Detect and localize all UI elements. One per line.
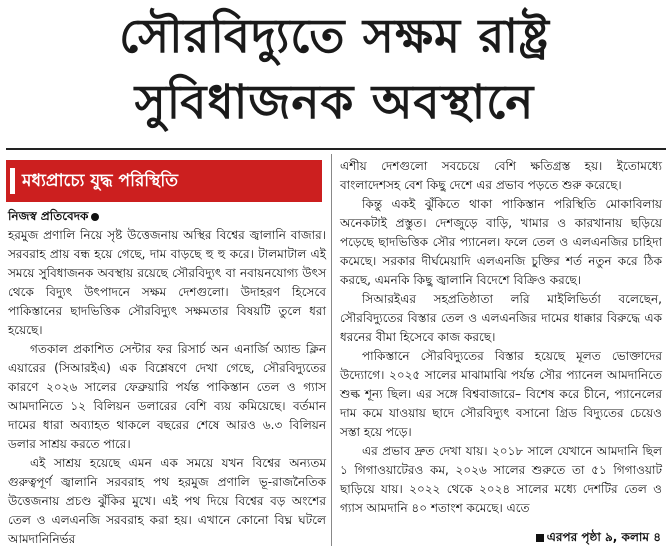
right-column [340,157,662,518]
paragraph: এই সাশ্রয় হয়েছে এমন এক সময়ে যখন বিশ্বের অন্যতম গুরুত্বপূর্ণ জ্বালানি সরবরাহ পথ হরমুজ প্রণালি ভূ-রাজনৈতিক উত্তেজনায় প্রচণ্ড ঝুঁকির মুখে। এই পথ দিয়ে বিশ্বের বড় অংশের তেল ও এলএনজি সরবরাহ করা হয়। এখানে কোনো বিঘ্ন ঘটলে আমদানিনির্ভর [8,456,326,546]
left-column [8,207,326,549]
column-divider [331,154,332,546]
paragraph: গতকাল প্রকাশিত সেন্টার ফর রিসার্চ অন এনার্জি অ্যান্ড ক্লিন এয়ারের (সিআরইএ) এক বিশ্লেষণে দেখা গেছে, সৌরবিদ্যুতের কারণে ২০২৬ সালের ফেব্রুয়ারি পর্যন্ত পাকিস্তান তেল ও গ্যাস আমদানিতে ১২ বিলিয়ন ডলারের বেশি ব্যয় কমিয়েছে। বর্তমান দামের ধারা অব্যাহত থাকলে বছরের শেষে আরও ৬.৩ বিলিয়ন ডলার সাশ্রয় করতে পারে। [8,342,326,451]
paragraph: হরমুজ প্রণালি নিয়ে সৃষ্ট উত্তেজনায় অস্থির বিশ্বের জ্বালানি বাজার। সরবরাহ প্রায় বন্ধ হয়ে গেছে, দাম বাড়ছে হু হু করে। টালমাটাল এই সময়ে সুবিধাজনক অবস্থায় রয়েছে সৌরবিদ্যুৎ বা নবায়নযোগ্য উৎস থেকে বিদ্যুৎ উৎপাদনে সক্ষম দেশগুলো। উদাহরণ হিসেবে পাকিস্তানের ছাদভিত্তিক সৌরবিদ্যুৎ সক্ষমতার বিষয়টি তুলে ধরা হয়েছে। [8,228,326,337]
continuation-note[interactable] [536,529,661,549]
headline-line-2: সুবিধাজনক অবস্থানে [134,75,535,130]
byline-text: নিজস্ব প্রতিবেদক [8,209,89,223]
paragraph: এশীয় দেশগুলো সবচেয়ে বেশি ক্ষতিগ্রস্ত হয়। ইতোমধ্যে বাংলাদেশসহ বেশ কিছু দেশে এর প্রভাব পড়তে শুরু করেছে। [340,159,662,192]
square-bullet-icon [536,534,544,542]
bullet-icon [91,213,99,221]
headline-rule [6,148,666,150]
paragraph: কিন্তু একই ঝুঁকিতে থাকা পাকিস্তান পরিস্থিতি মোকাবিলায় অনেকটাই প্রস্তুত। দেশজুড়ে বাড়ি, খামার ও কারখানায় ছড়িয়ে পড়েছে ছাদভিত্তিক সৌর প্যানেল। ফলে তেল ও এলএনজির চাহিদা কমেছে। সরকার দীর্ঘমেয়াদি এলএনজি চুক্তির শর্ত নতুন করে ঠিক করছে, এমনকি কিছু জ্বালানি বিদেশে বিক্রিও করছে। [340,197,662,287]
byline [8,207,326,226]
continuation-text: এরপর পৃষ্ঠা ৯, কলাম ৪ [546,530,661,544]
paragraph: পাকিস্তানে সৌরবিদ্যুতের বিস্তার হয়েছে মূলত ভোক্তাদের উদ্যোগে। ২০২৫ সালের মাঝামাঝি পর্যন্ত সৌর প্যানেল আমদানিতে শুল্ক শূন্য ছিল। এর সঙ্গে বিশ্ববাজারে– বিশেষ করে চীনে, প্যানেলের দাম কমে যাওয়ায় ছাদে সৌরবিদ্যুৎ বসানো গ্রিড বিদ্যুতের চেয়েও সস্তা হয়ে পড়ে। [340,349,662,439]
headline [0,4,669,136]
headline-line-1: সৌরবিদ্যুতে সক্ষম রাষ্ট্র [119,9,550,64]
paragraph: এর প্রভাব দ্রুত দেখা যায়। ২০১৮ সালে যেখানে আমদানি ছিল ১ গিগাওয়াটেরও কম, ২০২৬ সালের শুরুতে তা ৫১ গিগাওয়াট ছাড়িয়ে যায়। ২০২২ থেকে ২০২৪ সালের মধ্যে দেশটির তেল ও গ্যাস আমদানি ৪০ শতাংশ কমেছে। এতে [340,444,662,515]
kicker-banner: মধ্যপ্রাচ্যে যুদ্ধ পরিস্থিতি [6,160,322,202]
paragraph: সিআরইএর সহপ্রতিষ্ঠাতা লরি মাইলিভির্তা বলেছেন, সৌরবিদ্যুতের বিস্তার তেল ও এলএনজির দামের ধাক্কার বিরুদ্ধে এক ধরনের বীমা হিসেবে কাজ করছে। [340,292,662,344]
